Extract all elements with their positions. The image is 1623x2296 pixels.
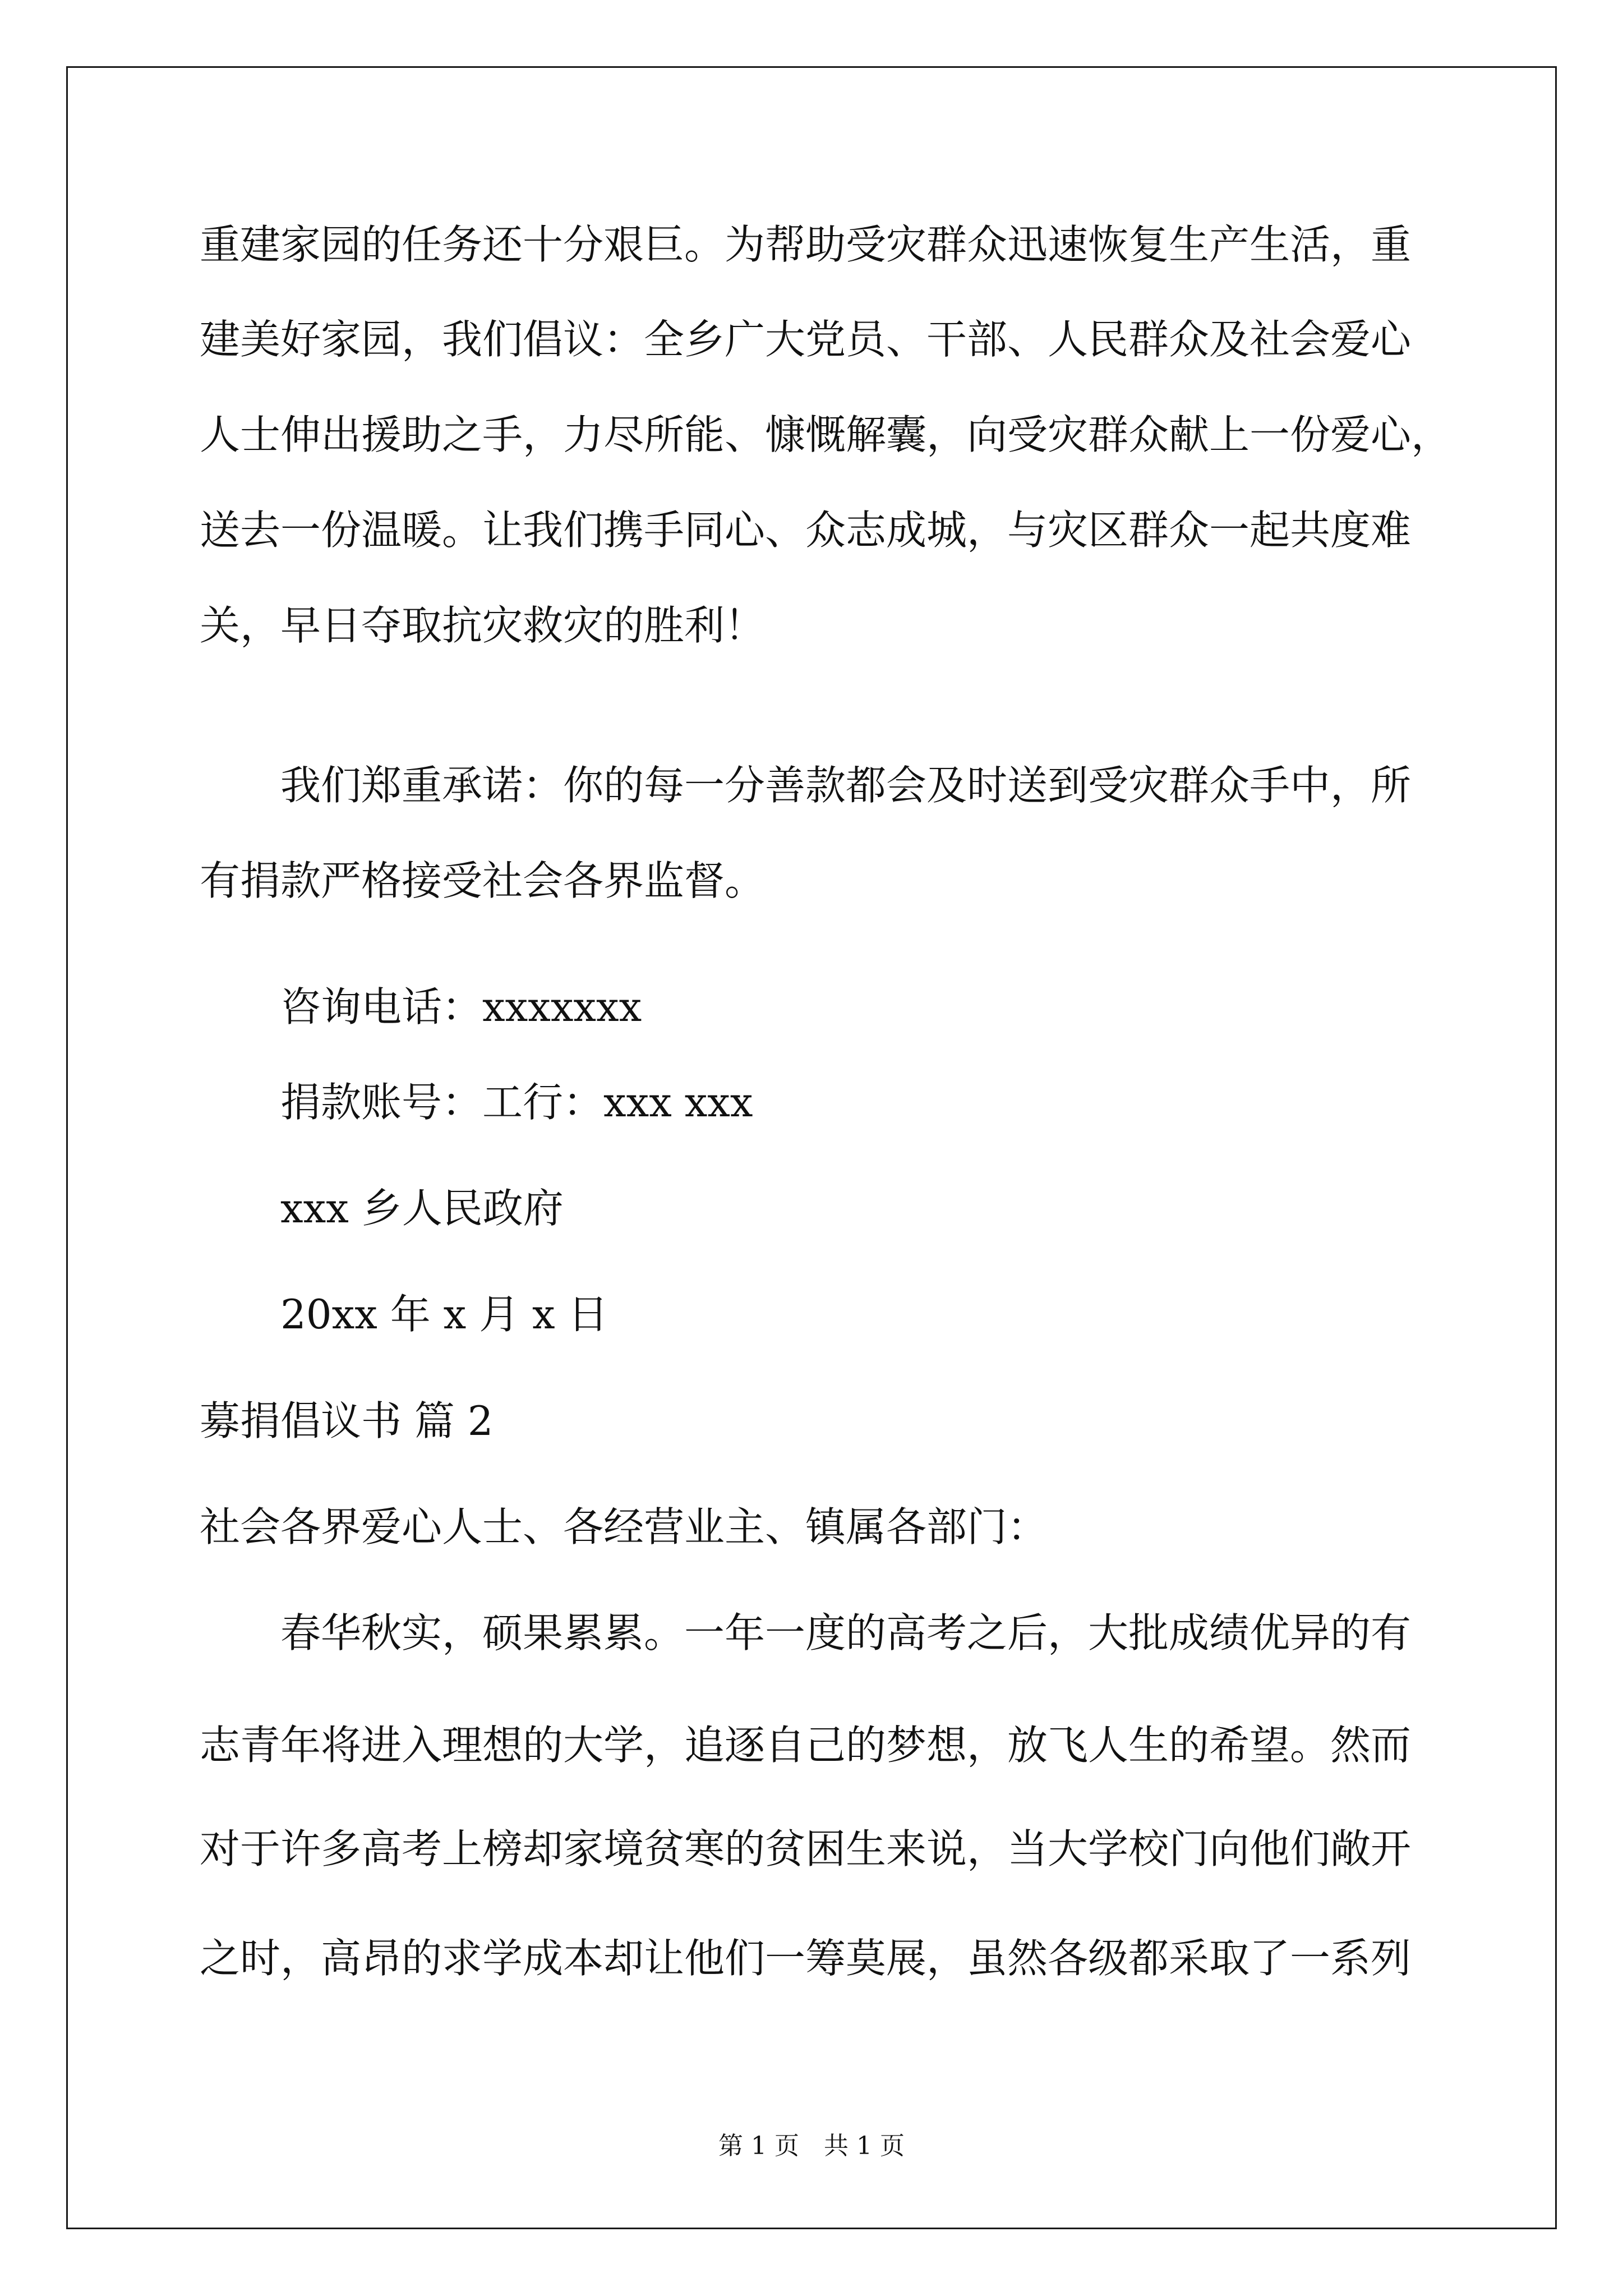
body-line-9: 志青年将进入理想的大学，追逐自己的梦想，放飞人生的希望。然而 (200, 1722, 1412, 1769)
section-heading: 募捐倡议书 篇 2 (200, 1397, 494, 1444)
body-line-6: 我们郑重承诺：你的每一分善款都会及时送到受灾群众手中，所 (280, 762, 1412, 809)
body-line-2: 建美好家园，我们倡议：全乡广大党员、干部、人民群众及社会爱心 (200, 316, 1412, 363)
salutation: 社会各界爱心人士、各经营业主、镇属各部门： (200, 1503, 1048, 1550)
body-line-4: 送去一份温暖。让我们携手同心、众志成城，与灾区群众一起共度难 (200, 507, 1412, 554)
body-line-10: 对于许多高考上榜却家境贫寒的贫困生来说，当大学校门向他们敞开 (200, 1825, 1412, 1872)
page-number-footer: 第 1 页 共 1 页 (718, 2132, 905, 2160)
page-border (66, 66, 1557, 2229)
body-line-5: 关，早日夺取抗灾救灾的胜利！ (200, 602, 766, 649)
body-line-3: 人士伸出援助之手，力尽所能、慷慨解囊，向受灾群众献上一份爱心， (200, 411, 1452, 458)
signature-date: 20xx 年 x 月 x 日 (280, 1291, 608, 1338)
body-line-8: 春华秋实，硕果累累。一年一度的高考之后，大批成绩优异的有 (280, 1609, 1412, 1657)
body-line-1: 重建家园的任务还十分艰巨。为帮助受灾群众迅速恢复生产生活，重 (200, 221, 1412, 268)
signature-issuer: xxx 乡人民政府 (280, 1185, 564, 1232)
body-line-7: 有捐款严格接受社会各界监督。 (200, 857, 766, 904)
bank-account: 捐款账号：工行：xxx xxx (280, 1079, 753, 1126)
body-line-11: 之时，高昂的求学成本却让他们一筹莫展，虽然各级都采取了一系列 (200, 1935, 1412, 1982)
contact-phone: 咨询电话：xxxxxxx (280, 983, 642, 1030)
